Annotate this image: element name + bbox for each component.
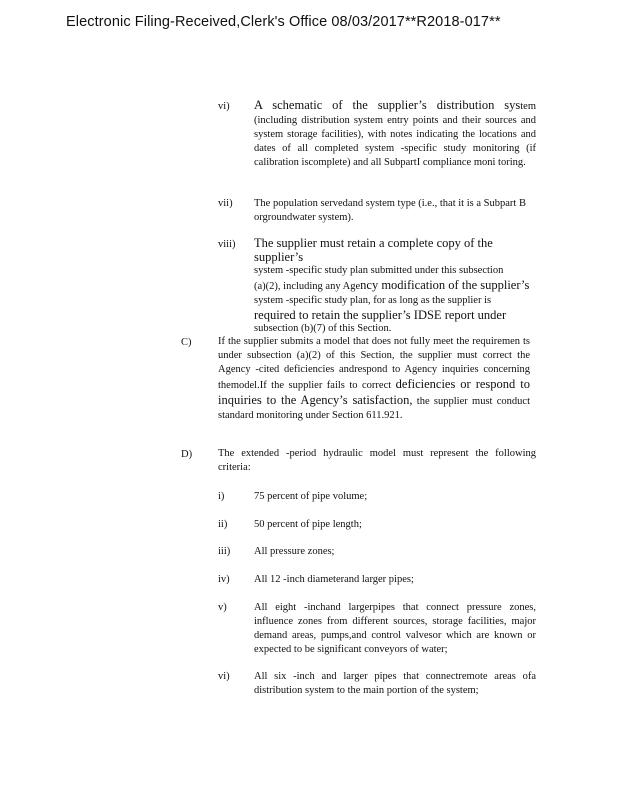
section-marker-d: D)	[181, 449, 193, 460]
viii-line-4: system -specific study plan, for as long as the supplier is	[254, 295, 492, 306]
criteria-marker-v: v)	[218, 602, 227, 613]
criteria-marker-ii: ii)	[218, 519, 228, 530]
item-text-viii	[254, 236, 544, 336]
section-text-c	[218, 335, 530, 423]
viii-line-2: system -specific study plan submitted under this subsection	[254, 265, 504, 276]
section-text-d: The extended -period hydraulic model must represent the following criteria:	[218, 448, 536, 473]
c-part-2: deficiencies or respond to inquiries to the Agency’s satisfaction,	[218, 377, 530, 407]
viii-line-1: The supplier must retain a complete copy of the supplier’s	[254, 236, 493, 264]
criteria-text-ii: 50 percent of pipe length;	[254, 519, 362, 530]
criteria-marker-iv: iv)	[218, 574, 230, 585]
c-part-3: the supplier must conduct standard monitoring under Section 611.921.	[218, 396, 530, 421]
criteria-marker-i: i)	[218, 491, 225, 502]
criteria-text-iii: All pressure zones;	[254, 546, 335, 557]
viii-line-6: subsection (b)(7) of this Section.	[254, 323, 392, 334]
criteria-text-i: 75 percent of pipe volume;	[254, 491, 368, 502]
criteria-text-iv: All 12 -inch diameterand larger pipes;	[254, 574, 414, 585]
item-text-vi	[254, 98, 536, 170]
item-marker-viii: viii)	[218, 239, 236, 250]
item-text-vi-rest: tem (including distribution system entry points and their sources and system storage facilities), with notes indicating the locations and dates of all completed system -specific study monitoring (if calibration iscomplete) and all SubpartI compliance moni toring.	[254, 101, 536, 168]
viii-line-5: required to retain the supplier’s IDSE report under	[254, 308, 507, 322]
criteria-text-v: All eight -inchand largerpipes that connect pressure zones, influence zones from different sources, storage facilities, major demand areas, pumps,and control valvesor which are known or expected to be significant conveyors of water;	[254, 602, 536, 655]
item-marker-vi: vi)	[218, 101, 230, 112]
c-part-1: If the supplier submits a model that does not fully meet the requiremen ts under subsection (a)(2) of this Section, the supplier must correct the Agency -cited deficiencies andrespond to Agency inquiries concerning themodel.If the supplier fails to correct	[218, 336, 530, 391]
viii-line-3a: (a)(2), including any Age	[254, 281, 361, 292]
item-text-vi-lead: A schematic of the supplier’s distribution sys	[254, 98, 521, 112]
item-marker-vii: vii)	[218, 198, 233, 209]
item-text-vii: The population servedand system type (i.e., that it is a Subpart B orgroundwater system).	[254, 198, 526, 223]
filing-header: Electronic Filing-Received,Clerk's Office 08/03/2017**R2018-017**	[66, 14, 501, 30]
viii-line-3b: ncy modification of the supplier’s	[360, 278, 530, 292]
criteria-marker-vi: vi)	[218, 671, 230, 682]
criteria-marker-iii: iii)	[218, 546, 231, 557]
section-marker-c: C)	[181, 337, 192, 348]
criteria-text-vi: All six -inch and larger pipes that connectremote areas ofa distribution system to the main portion of the system;	[254, 671, 536, 696]
